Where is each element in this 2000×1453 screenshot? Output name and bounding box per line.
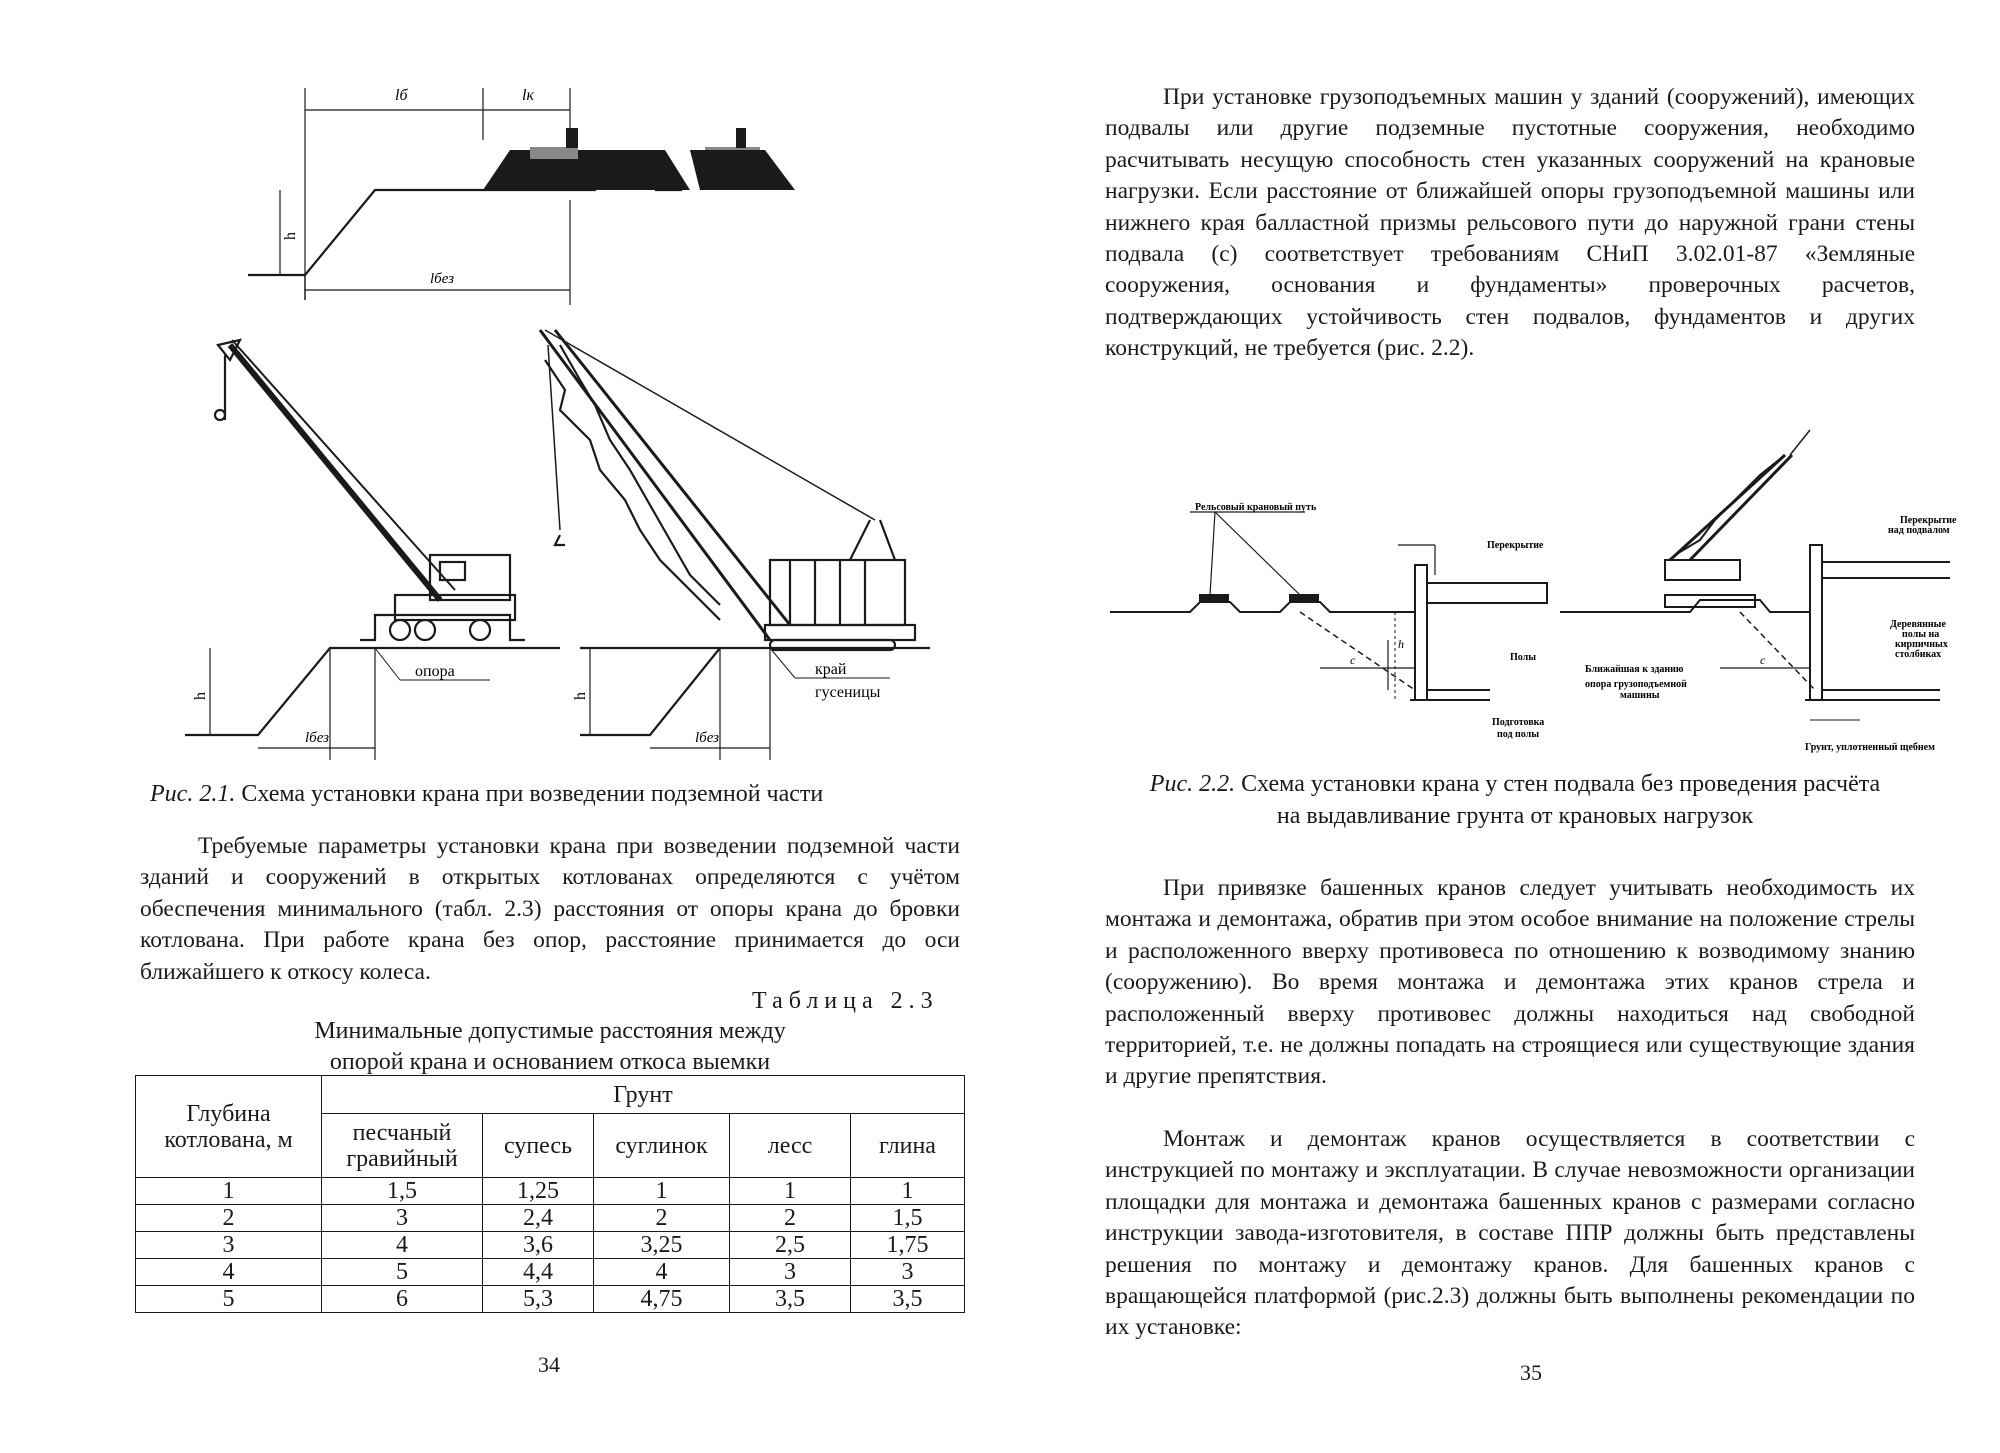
label-krai: край: [815, 661, 847, 678]
table-cell: 5: [322, 1259, 483, 1286]
table-cell: 2,5: [730, 1232, 851, 1259]
label-opora: опора: [415, 663, 455, 680]
right-paragraph-2: При привязке башенных кранов следует учитывать необходимость их монтажа и демонтажа, обратив при этом особое внимание на положение стрелы и расположенного вверху противовеса по отношению к возводимому знанию (сооружению). Во время монтажа и демонтажа этих кранов стрела и расположенный вверху противовес должны находиться над свободной территорией, т.е. не должны попадать на строящиеся или существующие здания и другие препятствия.: [1105, 875, 1915, 1090]
right-paragraph-1: При установке грузоподъемных машин у зданий (сооружений), имеющих подвалы или другие подземные пустотные сооружения, необходимо расчитывать несущую способность стен указанных сооружений на крановые нагрузки. Если расстояние от ближайшей опоры грузоподъемной машины или нижнего края балластной призмы рельсового пути до наружной грани стены подвала (с) соответствует требованиям СНиП 3.02.01-87 «Земляные сооружения, основания и фундаменты» проверочных расчетов, подтверждающих устойчивость стен подвалов, фундаментов и других конструкций, не требуется (рис. 2.2).: [1105, 84, 1915, 362]
figure-2-2-caption: [1090, 768, 1940, 832]
page-number-right: 35: [1520, 1360, 1542, 1385]
table-cell: 1: [136, 1178, 322, 1205]
label-derev3: кирпичных: [1895, 639, 1948, 650]
soil-header: суглинок: [594, 1114, 730, 1178]
table-cell: 5,3: [483, 1286, 594, 1313]
label-lbez-left: lбез: [305, 730, 330, 746]
label-derev2: полы на: [1902, 629, 1940, 640]
table-title: [140, 1016, 960, 1078]
table-title-line1: Минимальные допустимые расстояния между: [314, 1018, 786, 1044]
min-distances-table: [135, 1075, 965, 1313]
label-podgotovka: Подготовка: [1492, 717, 1545, 728]
table-number: Таблица 2.3: [752, 988, 939, 1014]
table-cell: 3: [851, 1259, 965, 1286]
table-cell: 1: [851, 1178, 965, 1205]
table-cell: 1,5: [322, 1178, 483, 1205]
table-cell: 2: [594, 1205, 730, 1232]
label-perekrytie-nad: Перекрытие: [1900, 515, 1957, 526]
label-blizh1: Ближайшая к зданию: [1585, 664, 1684, 675]
table-cell: 1,5: [851, 1205, 965, 1232]
soil-header: песчаный гравийный: [322, 1114, 483, 1178]
label-h-left: h: [192, 692, 209, 700]
label-poly: Полы: [1510, 652, 1537, 663]
table-cell: 3,5: [851, 1286, 965, 1313]
label-rail: Рельсовый крановый путь: [1195, 502, 1317, 513]
label-grunt: Грунт, уплотненный щебнем: [1805, 742, 1935, 753]
right-page: [1000, 0, 2000, 1453]
table-row: [136, 1178, 965, 1205]
table-cell: 2,4: [483, 1205, 594, 1232]
table-cell: 3,6: [483, 1232, 594, 1259]
caption-line2: на выдавливание грунта от крановых нагрузок: [1276, 803, 1754, 829]
label-blizh3: машины: [1620, 690, 1660, 701]
caption-text: Схема установки крана при возведении подземной части: [235, 781, 824, 807]
caption-label: Рис. 2.1.: [150, 781, 236, 807]
table-header-row: [136, 1076, 965, 1114]
header-soil: Грунт: [322, 1076, 965, 1114]
table-cell: 3: [136, 1232, 322, 1259]
label-c-fig2: c: [1350, 653, 1356, 667]
table-cell: 4: [322, 1232, 483, 1259]
table-cell: 2: [730, 1205, 851, 1232]
label-h-top: h: [282, 232, 299, 240]
table-row: [136, 1232, 965, 1259]
figure-2-1: [0, 0, 1000, 780]
table-cell: 4,4: [483, 1259, 594, 1286]
right-paragraph-3: Монтаж и демонтаж кранов осуществляется в соответствии с инструкцией по монтажу и эксплуатации. В случае невозможности организации площадки для монтажа и демонтажа башенных кранов с размерами согласно инструкции завода-изготовителя, в составе ППР должны быть представлены решения по монтажу и демонтажу кранов. Для башенных кранов с вращающейся платформой (рис.2.3) должны быть выполнены рекомендации по их установке:: [1105, 1126, 1915, 1341]
table-cell: 1,75: [851, 1232, 965, 1259]
table-row: [136, 1205, 965, 1232]
table-cell: 2: [136, 1205, 322, 1232]
page-number-left: 34: [538, 1352, 560, 1377]
soil-header: глина: [851, 1114, 965, 1178]
label-lbez-right: lбез: [695, 730, 720, 746]
label-derev1: Деревянные: [1890, 619, 1946, 630]
table-cell: 3,25: [594, 1232, 730, 1259]
table-row: [136, 1286, 965, 1313]
figure-2-1-caption: [150, 778, 940, 810]
label-c-fig2-right: c: [1760, 653, 1766, 667]
table-cell: 5: [136, 1286, 322, 1313]
table-cell: 3: [322, 1205, 483, 1232]
label-h-fig2: h: [1398, 637, 1404, 651]
label-lb: lб: [395, 87, 408, 104]
table-cell: 4,75: [594, 1286, 730, 1313]
left-paragraph: Требуемые параметры установки крана при возведении подземной части зданий и сооружений в открытых котлованах определяются с учётом обеспечения минимального (табл. 2.3) расстояния от опоры крана до бровки котлована. При работе крана без опор, расстояние принимается до оси ближайшего к откосу колеса.: [140, 833, 960, 985]
figure-2-2: [1000, 0, 2000, 780]
caption-line1: Схема установки крана у стен подвала без проведения расчёта: [1235, 771, 1881, 797]
label-lk: lк: [522, 87, 534, 104]
table-cell: 1,25: [483, 1178, 594, 1205]
label-derev4: столбиках: [1895, 649, 1942, 660]
table-cell: 1: [594, 1178, 730, 1205]
table-cell: 4: [136, 1259, 322, 1286]
table-cell: 3,5: [730, 1286, 851, 1313]
soil-header: супесь: [483, 1114, 594, 1178]
label-h-right: h: [572, 692, 589, 700]
label-perekrytie: Перекрытие: [1487, 540, 1544, 551]
table-cell: 4: [594, 1259, 730, 1286]
table-cell: 6: [322, 1286, 483, 1313]
caption-label-2: Рис. 2.2.: [1149, 771, 1236, 797]
header-depth: Глубина котлована, м: [136, 1076, 322, 1178]
label-nad-podvalom: над подвалом: [1888, 525, 1950, 536]
label-lbez-top: lбез: [430, 271, 455, 287]
table-title-line2: опорой крана и основанием откоса выемки: [329, 1049, 771, 1075]
table-cell: 1: [730, 1178, 851, 1205]
soil-header: лесс: [730, 1114, 851, 1178]
label-pod-poly: под полы: [1497, 729, 1540, 740]
label-gusenicy: гусеницы: [815, 684, 881, 701]
label-blizh2: опора грузоподъемной: [1585, 679, 1687, 690]
table-cell: 3: [730, 1259, 851, 1286]
table-row: [136, 1259, 965, 1286]
